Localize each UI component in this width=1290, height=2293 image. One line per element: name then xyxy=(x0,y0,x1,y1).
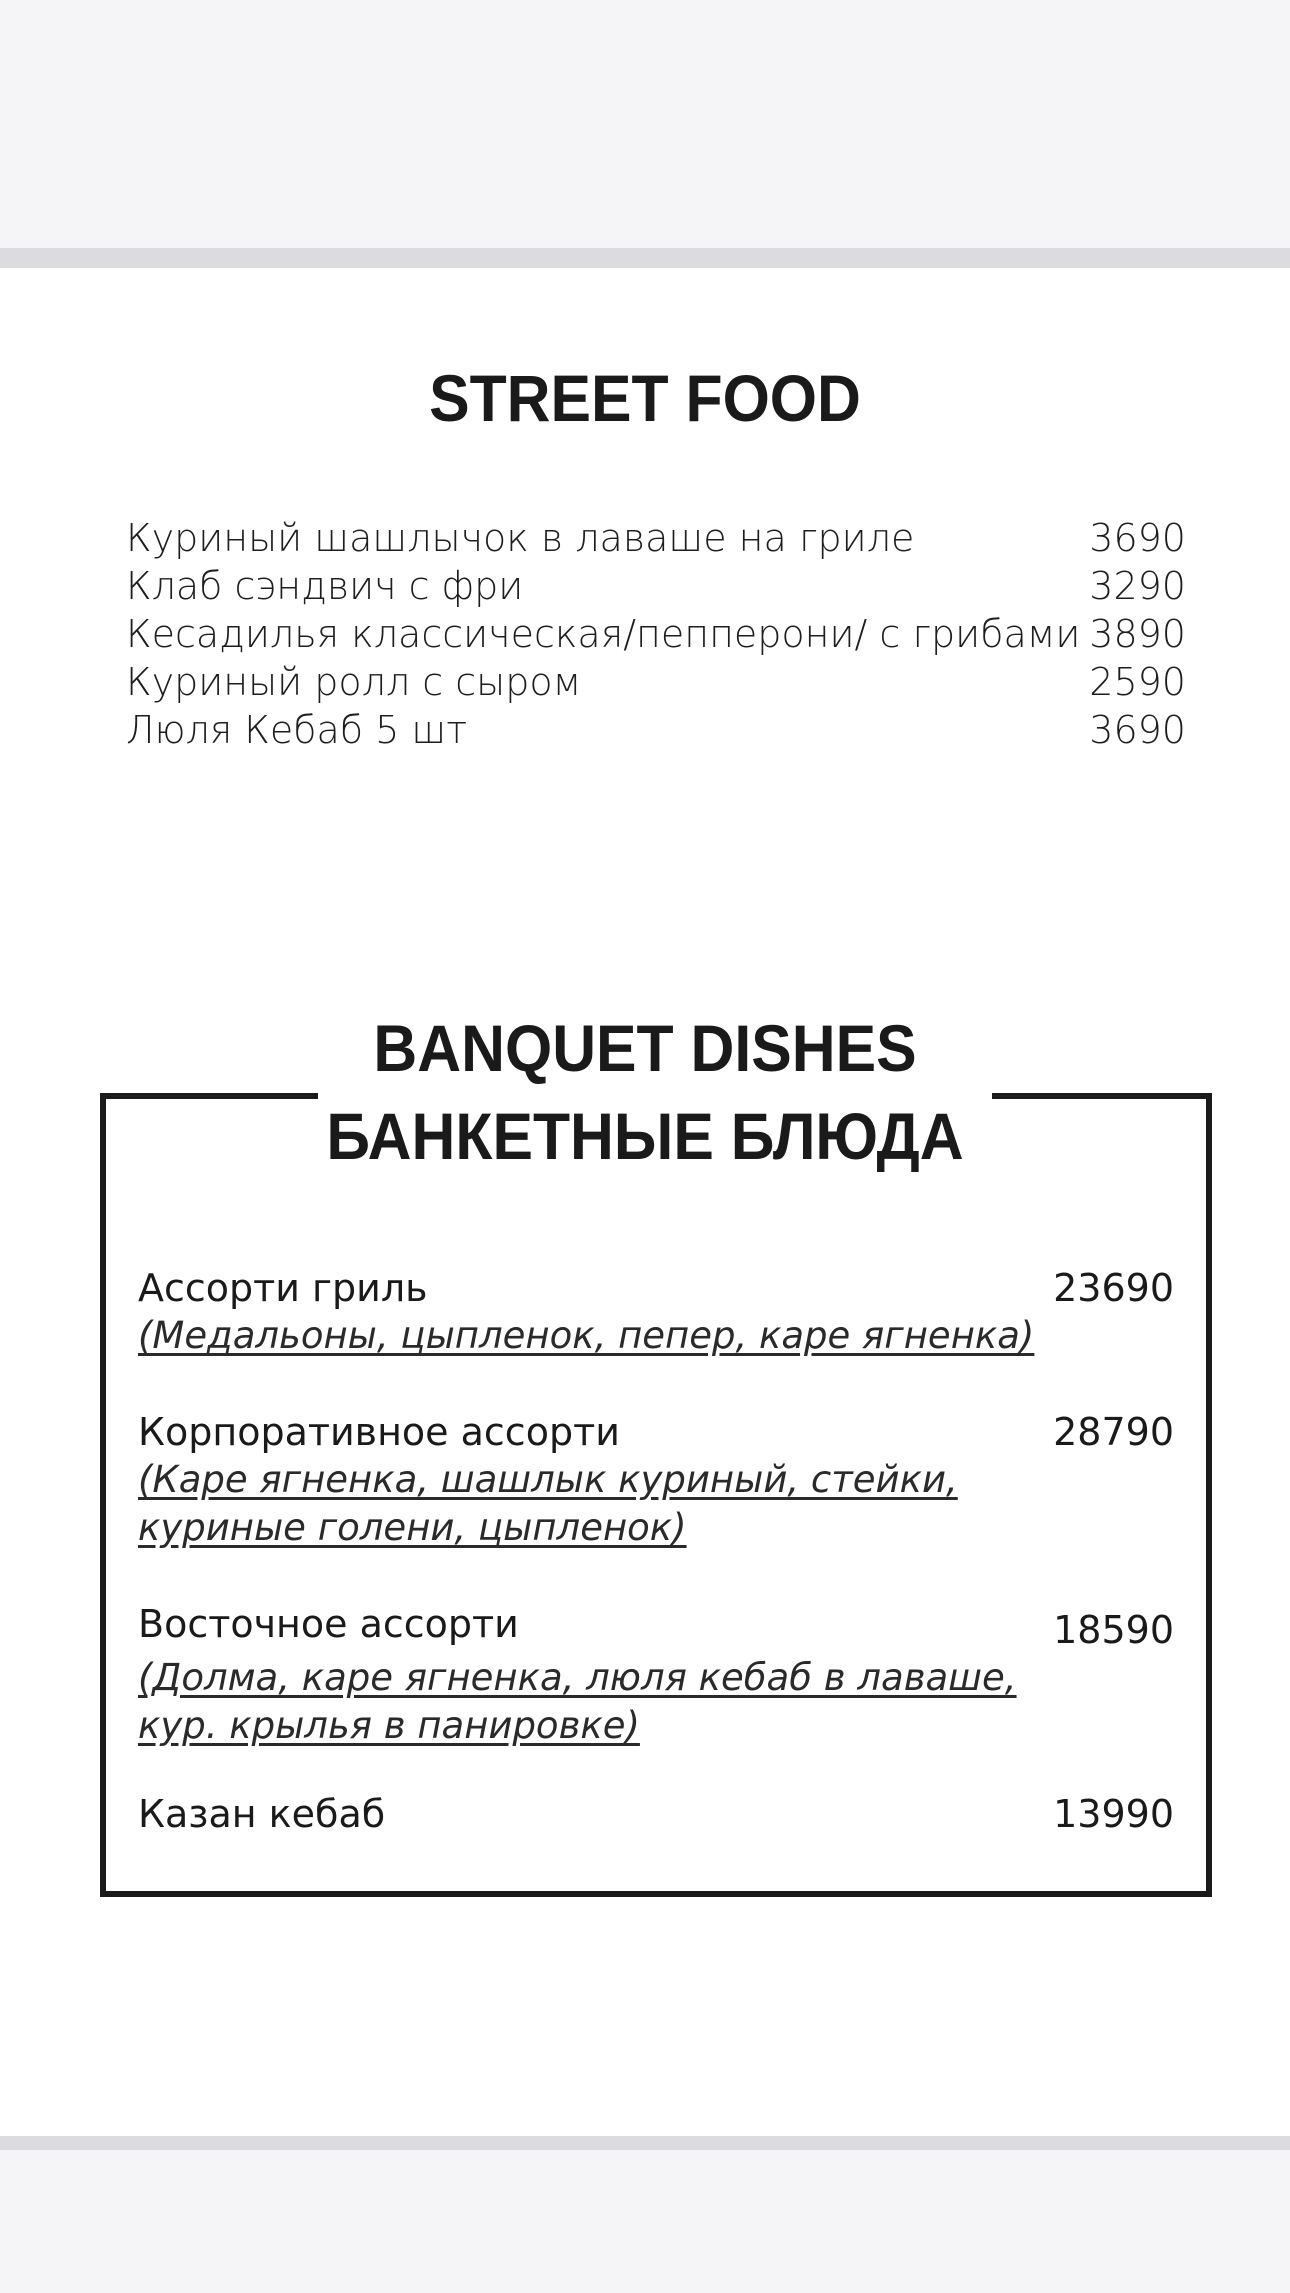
item-name: Кесадилья классическая/пепперони/ с грибами xyxy=(126,612,1081,656)
top-margin xyxy=(0,0,1290,248)
item-description: (Долма, каре ягненка, люля кебаб в лаваше, xyxy=(138,1656,1017,1699)
banquet-item xyxy=(138,1600,1174,1750)
item-price: 28790 xyxy=(1053,1410,1174,1454)
menu-item xyxy=(126,562,1186,610)
item-description: (Каре ягненка, шашлык куриный, стейки, xyxy=(138,1458,958,1501)
item-name: Клаб сэндвич с фри xyxy=(126,564,524,608)
item-price: 2590 xyxy=(1089,660,1186,704)
bottom-margin xyxy=(0,2150,1290,2293)
item-name: Куриный ролл с сыром xyxy=(126,660,582,704)
item-name: Люля Кебаб 5 шт xyxy=(126,708,468,752)
item-price: 3690 xyxy=(1089,708,1186,752)
menu-item xyxy=(126,610,1186,658)
banquet-item xyxy=(138,1264,1174,1360)
item-name: Ассорти гриль xyxy=(138,1266,428,1310)
item-name: Куриный шашлычок в лаваше на гриле xyxy=(126,516,915,560)
menu-item xyxy=(126,706,1186,754)
item-price: 23690 xyxy=(1053,1266,1174,1310)
item-name: Восточное ассорти xyxy=(138,1602,519,1646)
banquet-title-ru: БАНКЕТНЫЕ БЛЮДА xyxy=(326,1099,964,1173)
item-name: Казан кебаб xyxy=(138,1792,386,1836)
item-price: 3690 xyxy=(1089,516,1186,560)
banquet-item xyxy=(138,1408,1174,1552)
street-food-list xyxy=(126,514,1186,754)
menu-item xyxy=(126,514,1186,562)
street-food-title: STREET FOOD xyxy=(429,361,861,435)
item-price: 13990 xyxy=(1053,1792,1174,1836)
item-name: Корпоративное ассорти xyxy=(138,1410,620,1454)
menu-item xyxy=(126,658,1186,706)
item-price: 3290 xyxy=(1089,564,1186,608)
item-description: кур. крылья в панировке) xyxy=(138,1704,640,1747)
item-description: куриные голени, цыпленок) xyxy=(138,1506,687,1549)
item-price: 18590 xyxy=(1053,1608,1174,1652)
item-description: (Медальоны, цыпленок, пепер, каре ягненка) xyxy=(138,1314,1035,1357)
item-price: 3890 xyxy=(1089,612,1186,656)
banquet-item xyxy=(138,1790,1174,1838)
banquet-title-en: BANQUET DISHES xyxy=(373,1011,917,1085)
